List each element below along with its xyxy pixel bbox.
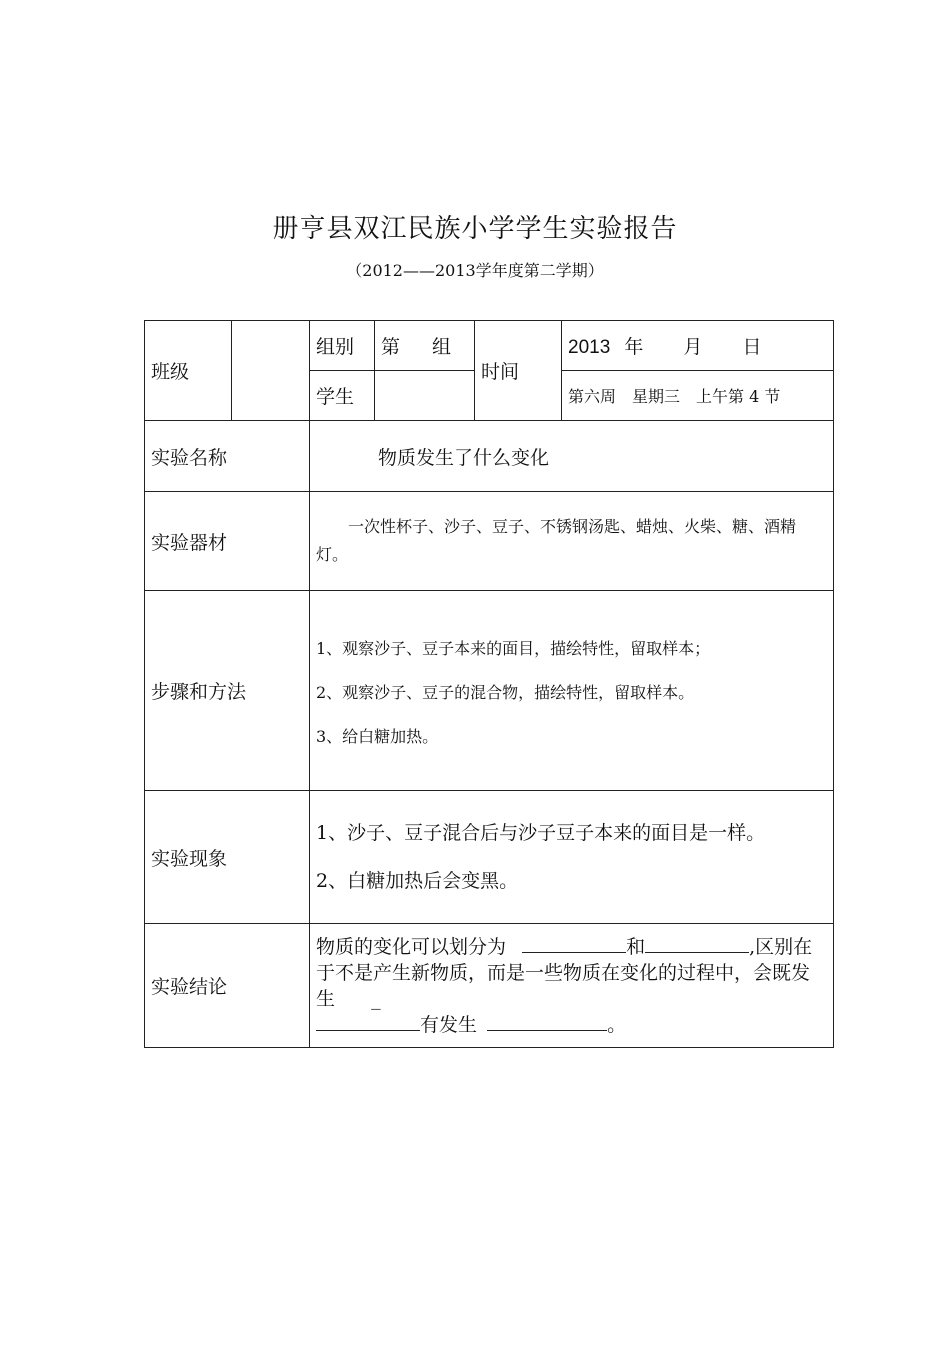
conclusion-blank-1 [522,936,626,953]
conclusion-label: 实验结论 [145,924,310,1048]
conclusion-dash: _ [371,987,381,1010]
student-value [375,371,475,421]
experiment-name-label: 实验名称 [145,421,310,492]
conclusion-end: 。 [607,1013,627,1036]
conclusion-blank-3 [316,1014,420,1031]
experiment-name: 物质发生了什么变化 [378,446,550,469]
time-label: 时间 [475,321,562,421]
step-item: 1、观察沙子、豆子本来的面目，描绘特性，留取样本； [316,638,711,658]
step-item: 2、观察沙子、豆子的混合物，描绘特性，留取样本。 [316,682,695,702]
group-label: 组别 [310,321,375,371]
conclusion-blank-4 [487,1014,607,1031]
materials-cell [310,492,834,591]
session-info: 第六周 星期三 上午第 4 节 [562,371,834,421]
conclusion-blank-2 [645,936,749,953]
steps-cell [310,591,834,791]
materials-text: 一次性杯子、沙子、豆子、不锈钢汤匙、蜡烛、火柴、糖、酒精灯。 [316,517,797,564]
class-label: 班级 [145,321,232,421]
step-item: 3、给白糖加热。 [316,726,439,746]
conclusion-part2: ,区别在于不是产生新物质，而是一些物质在变化的过程中，会既发生 [316,935,813,1010]
phenomena-label: 实验现象 [145,791,310,924]
report-table [144,320,834,1048]
conclusion-cell [310,924,834,1048]
group-suffix: 组 [432,336,452,358]
group-value [375,321,475,371]
date-year-unit: 年 [624,336,644,358]
class-value [232,321,310,421]
phenomena-cell [310,791,834,924]
date-cell [562,321,834,371]
conclusion-and: 和 [626,935,646,958]
conclusion-part3: 有发生 [420,1013,478,1036]
date-month-unit: 月 [683,336,703,358]
materials-label: 实验器材 [145,492,310,591]
group-prefix: 第 [381,336,401,358]
phenomenon-item: 1、沙子、豆子混合后与沙子豆子本来的面目是一样。 [316,822,766,844]
page-subtitle: （2012——2013学年度第二学期） [346,261,604,280]
conclusion-part1: 物质的变化可以划分为 [316,935,507,958]
date-year: 2013 [568,337,611,358]
steps-label: 步骤和方法 [145,591,310,791]
student-label: 学生 [310,371,375,421]
experiment-name-cell [310,421,834,492]
date-day-unit: 日 [742,336,762,358]
page-title: 册亨县双江民族小学学生实验报告 [272,214,678,244]
phenomenon-item: 2、白糖加热后会变黑。 [316,870,519,892]
